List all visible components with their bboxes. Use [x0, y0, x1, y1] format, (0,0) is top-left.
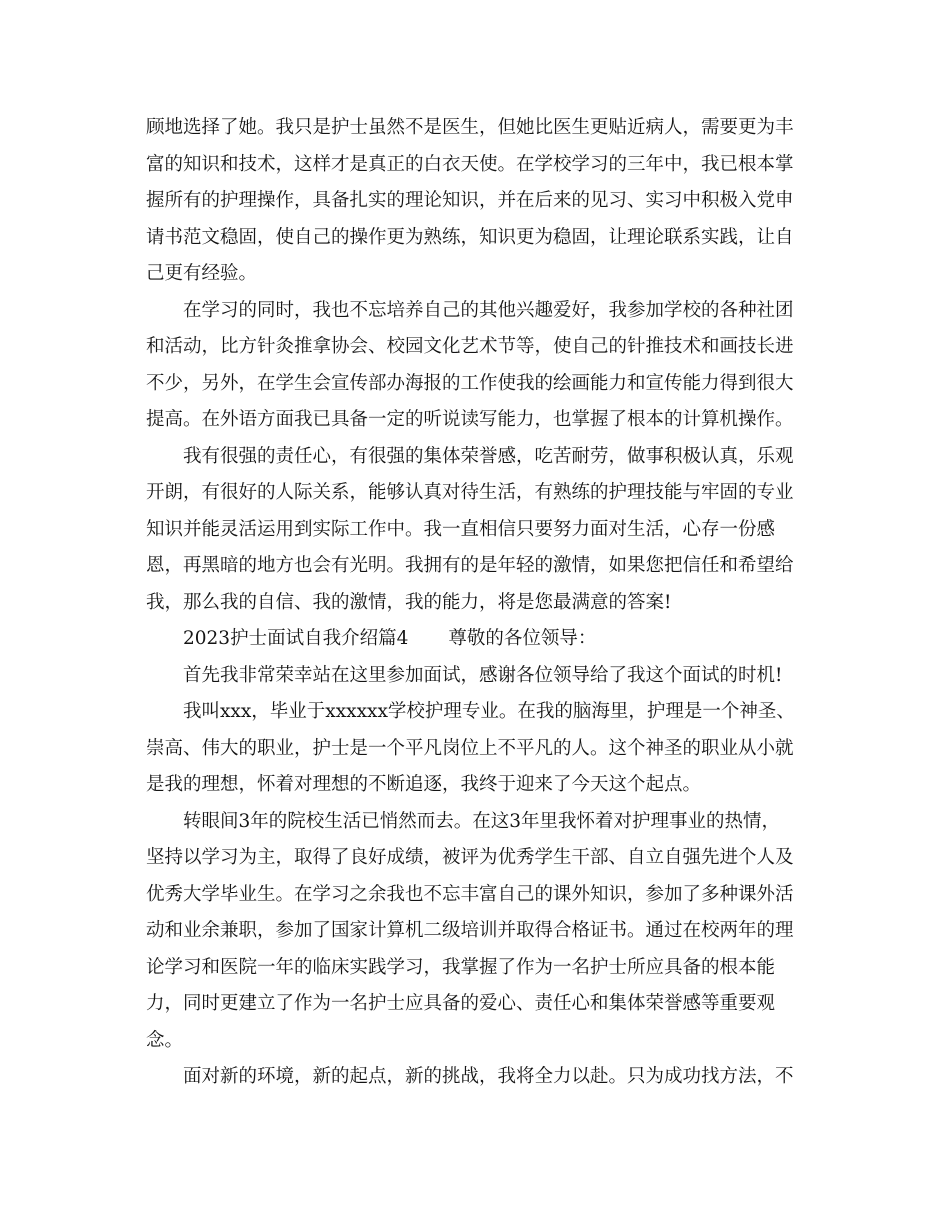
text-line: 富的知识和技术，这样才是真正的白衣天使。在学校学习的三年中，我已根本掌: [146, 153, 794, 175]
text-line: 知识并能灵活运用到实际工作中。我一直相信只要努力面对生活，心存一份感: [146, 518, 776, 540]
text-line: 提高。在外语方面我已具备一定的听说读写能力，也掌握了根本的计算机操作。: [146, 409, 794, 430]
text-line: 优秀大学毕业生。在学习之余我也不忘丰富自己的课外知识，参加了多种课外活: [146, 883, 794, 905]
text-line: 动和业余兼职，参加了国家计算机二级培训并取得合格证书。通过在校两年的理: [146, 920, 794, 941]
paragraph-first-line: 在学习的同时，我也不忘培养自己的其他兴趣爱好，我参加学校的各种社团: [183, 299, 794, 321]
text-line: 恩，再黑暗的地方也会有光明。我拥有的是年轻的激情，如果您把信任和希望给: [146, 555, 794, 576]
section-title: 2023护士面试自我介绍篇4: [183, 628, 409, 649]
paragraph-first-line: 面对新的环境，新的起点，新的挑战，我将全力以赴。只为成功找方法，不: [183, 1066, 794, 1087]
document-body: [146, 110, 806, 1096]
text-line: 论学习和医院一年的临床实践学习，我掌握了作为一名护士所应具备的根本能: [146, 956, 776, 978]
text-line: 力，同时更建立了作为一名护士应具备的爱心、责任心和集体荣誉感等重要观: [146, 993, 776, 1014]
text-line: 请书范文稳固，使自己的操作更为熟练，知识更为稳固，让理论联系实践，让自: [146, 226, 794, 248]
section-heading-line: [146, 621, 806, 658]
text-line: 我，那么我的自信、我的激情，我的能力，将是您最满意的答案!: [146, 591, 672, 613]
text-line: 不少，另外，在学生会宣传部办海报的工作使我的绘画能力和宣传能力得到很大: [146, 372, 794, 394]
greeting: 尊敬的各位领导：: [448, 628, 597, 649]
paragraph-first-line: 转眼间3年的院校生活已悄然而去。在这3年里我怀着对护理事业的热情，: [183, 810, 781, 832]
text-line: 顾地选择了她。我只是护士虽然不是医生，但她比医生更贴近病人，需要更为丰: [146, 117, 794, 138]
text-line: 握所有的护理操作，具备扎实的理论知识，并在后来的见习、实习中积极入党申: [146, 190, 794, 211]
text-line: 坚持以学习为主，取得了良好成绩，被评为优秀学生干部、自立自强先进个人及: [146, 847, 794, 868]
paragraph-first-line: 首先我非常荣幸站在这里参加面试，感谢各位领导给了我这个面试的时机!: [183, 664, 783, 686]
text-line: 念。: [146, 1029, 184, 1051]
text-line: 开朗，有很好的人际关系，能够认真对待生活，有熟练的护理技能与牢固的专业: [146, 482, 794, 503]
paragraph-first-line: 我叫xxx，毕业于xxxxxx学校护理专业。在我的脑海里，护理是一个神圣、: [183, 701, 795, 722]
text-line: 是我的理想，怀着对理想的不断追逐，我终于迎来了今天这个起点。: [146, 774, 702, 795]
text-line: 和活动，比方针灸推拿协会、校园文化艺术节等，使自己的针推技术和画技长进: [146, 336, 794, 357]
text-line: 崇高、伟大的职业，护士是一个平凡岗位上不平凡的人。这个神圣的职业从小就: [146, 737, 794, 759]
paragraph-first-line: 我有很强的责任心，有很强的集体荣誉感，吃苦耐劳，做事积极认真，乐观: [183, 445, 794, 467]
text-line: 己更有经验。: [146, 263, 258, 284]
